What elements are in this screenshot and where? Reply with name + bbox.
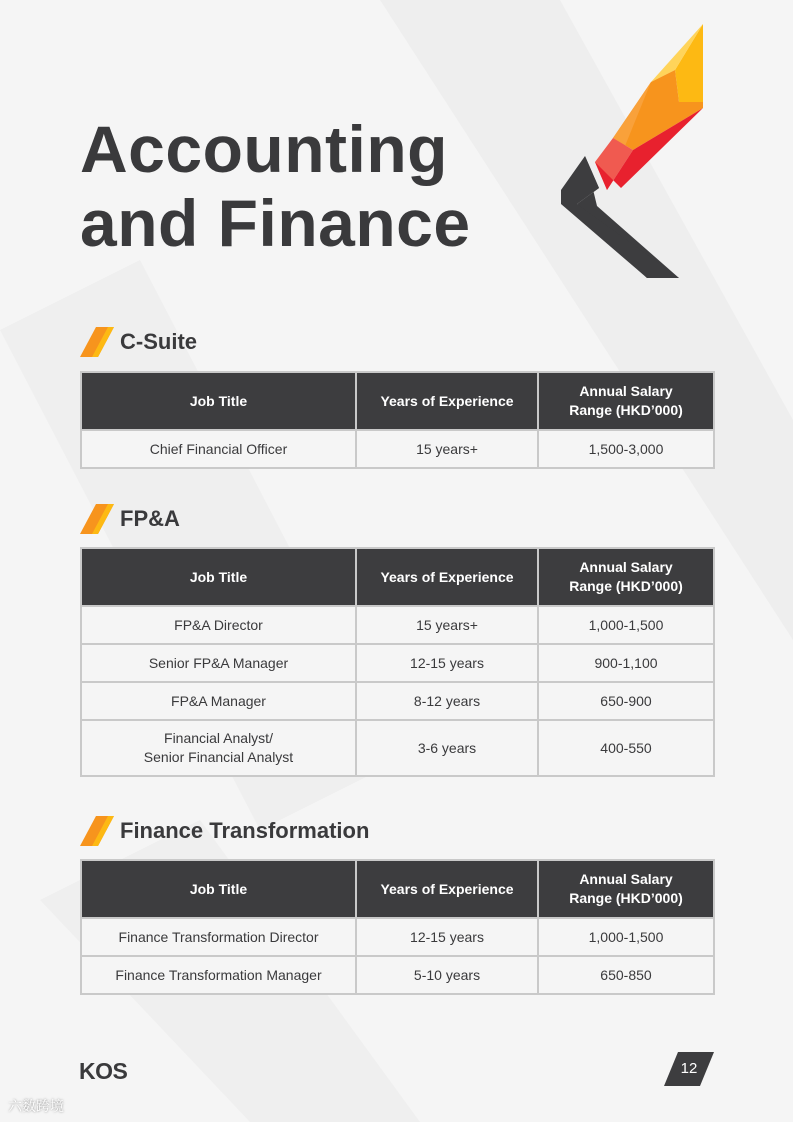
cell-years: 12-15 years [356,918,538,956]
header-salary-line-1: Annual Salary [579,559,673,575]
fpa-salary-table [80,547,715,777]
header-years: Years of Experience [356,860,538,918]
section-title: Finance Transformation [120,818,370,843]
cell-job: Senior FP&A Manager [81,644,356,682]
page-title [80,112,471,260]
header-salary-line-2: Range (HKD’000) [569,890,683,906]
cell-salary: 400-550 [538,720,714,776]
table-header-row [81,372,714,430]
header-years: Years of Experience [356,548,538,606]
header-salary [538,548,714,606]
section-header-finance-transformation [80,815,369,847]
cell-salary: 900-1,100 [538,644,714,682]
cell-years: 8-12 years [356,682,538,720]
cell-years: 15 years+ [356,606,538,644]
table-header-row [81,860,714,918]
finance-transformation-salary-table [80,859,715,995]
page-number-badge [664,1052,714,1086]
cell-salary: 1,000-1,500 [538,606,714,644]
cell-job: Chief Financial Officer [81,430,356,468]
page-number: 12 [680,1060,698,1077]
section-title: C-Suite [120,329,197,354]
cell-job-line-2: Senior Financial Analyst [143,749,294,765]
kos-chevron-logo-icon [555,22,715,284]
header-salary-line-1: Annual Salary [579,383,673,399]
section-header-fpa [80,503,180,535]
table-row [81,720,714,776]
table-row [81,644,714,682]
orange-slash-icon [80,327,114,357]
section-header-c-suite [80,326,197,358]
cell-salary: 650-850 [538,956,714,994]
cell-salary: 650-900 [538,682,714,720]
orange-slash-icon [80,504,114,534]
cell-job-line-1: Financial Analyst/ [164,730,273,746]
title-line-1: Accounting [80,112,448,186]
orange-slash-icon [80,816,114,846]
cell-job: Finance Transformation Manager [81,956,356,994]
watermark [8,1096,64,1116]
header-salary [538,372,714,430]
table-row [81,918,714,956]
cell-salary: 1,000-1,500 [538,918,714,956]
table-row [81,682,714,720]
cell-years: 5-10 years [356,956,538,994]
cell-years: 12-15 years [356,644,538,682]
c-suite-salary-table [80,371,715,469]
header-years: Years of Experience [356,372,538,430]
cell-job: Finance Transformation Director [81,918,356,956]
cell-years: 3-6 years [356,720,538,776]
header-job-title: Job Title [81,372,356,430]
table-row [81,956,714,994]
cell-job: FP&A Manager [81,682,356,720]
table-row [81,430,714,468]
section-title: FP&A [120,506,180,531]
header-salary-line-2: Range (HKD’000) [569,402,683,418]
table-header-row [81,548,714,606]
cell-salary: 1,500-3,000 [538,430,714,468]
header-job-title: Job Title [81,860,356,918]
table-row [81,606,714,644]
cell-years: 15 years+ [356,430,538,468]
header-job-title: Job Title [81,548,356,606]
header-salary-line-1: Annual Salary [579,871,673,887]
header-salary-line-2: Range (HKD’000) [569,578,683,594]
cell-job [81,720,356,776]
title-line-2: and Finance [80,186,471,260]
brand-logo-text: KOS [79,1058,128,1084]
watermark-text: 六数跨境 [8,1098,64,1114]
header-salary [538,860,714,918]
cell-job: FP&A Director [81,606,356,644]
